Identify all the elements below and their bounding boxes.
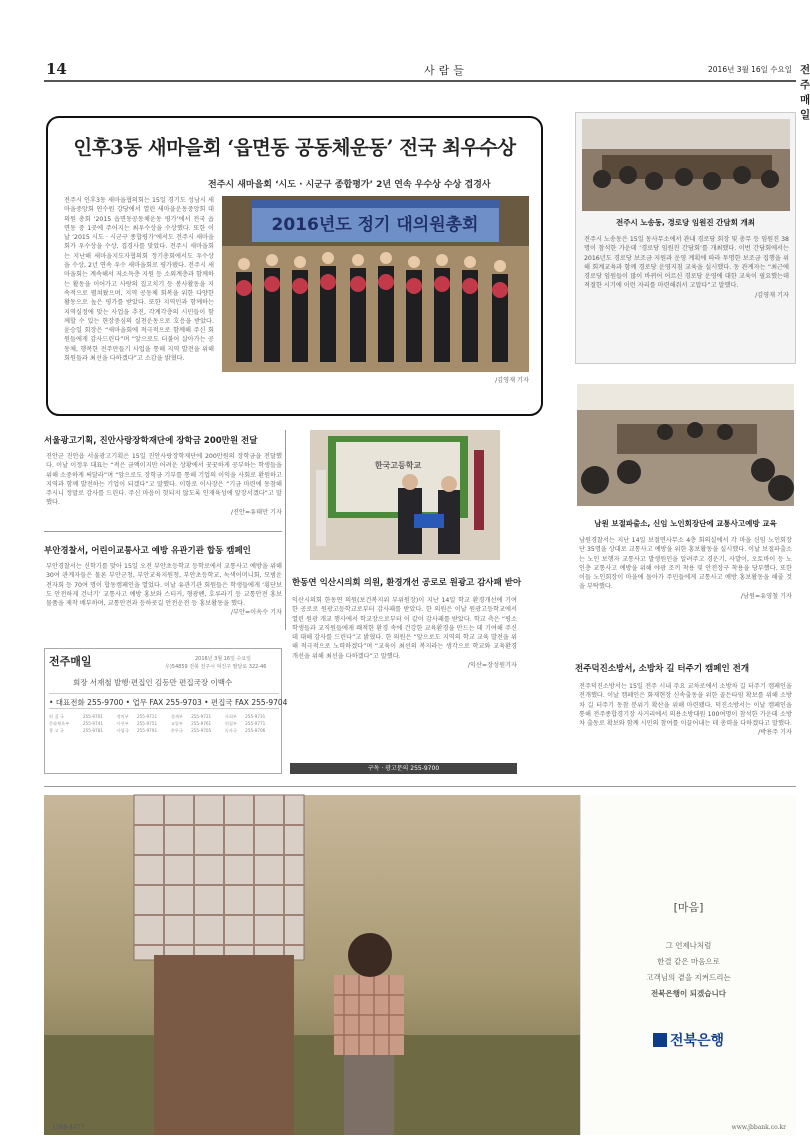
ad-line: 전북은행이 되겠습니다: [650, 989, 727, 998]
story2-body: [46, 562, 282, 640]
issue-date: 2016년 3월 16일 수요일: [708, 65, 793, 74]
masthead-directory-row: [49, 727, 279, 734]
masthead-directory-row: [49, 713, 279, 720]
side-story-namwon: [575, 378, 796, 648]
story1-body: [46, 452, 282, 530]
story-seoul-ad: [44, 434, 282, 530]
page-number: 14: [46, 60, 67, 78]
side3-body: [579, 682, 792, 790]
lead-subtitle: 전주시 새마을회 ‘시도 · 시군구 종합평가’ 2년 연속 우수상 수상 겹경사: [208, 180, 491, 190]
story3-body: [292, 596, 517, 746]
masthead-directory-cell: 사업국: [116, 728, 129, 733]
story1-body-text: 진안군 진안읍 서울광고기획은 15일 진안사랑장학재단에 200만원의 장학금을 전달했다. 이날 이정우 대표는 “적은 금액이지만 어려운 상황에서 꿋꿋하게 공부하는 학생들을 위해 소중하게 써달라”며 “앞으로도 장학금 기부를 통해 기업의 이익을 사회로 환원하고 지역과 함께 발전하는 기업이 되겠다”고 말했다. 이항로 이사장은 “기금 마련에 동참해주시니 정말로 감사를 드린다. 주신 마음이 헛되지 않도록 인재육성에 앞장서겠다”고 말했다.: [46, 453, 282, 507]
masthead-directory-cell: 255-9711: [136, 714, 158, 719]
masthead-directory-cell: 사회부: [224, 714, 237, 719]
lead-photo: [222, 196, 529, 372]
side1-credit: /김영재 기자: [755, 291, 789, 299]
story2-credit: /부안=이옥수 기자: [230, 609, 282, 617]
story2-body-text: 부안경찰서는 신학기를 맞아 15일 오전 부안초등학교 등학로에서 교통사고 예방을 위해 30여 관계자들은 물론 부안군청, 부안교육지원청, 부안초등학교, 녹색어머니회, 모범운전자회 등 70여 명이 합동캠페인을 열었다. 이날 유관기관 회원들은 학생들에게 ‘횡단보도 안전하게 건너기’ 교통사고 예방 홍보와 스티커, 형광펜, 호루라기 등 교통안전 홍보물품을 제작 배부하며, 교통안전과 등하굣길 안전운전 등 홍보활동을 했다.: [46, 563, 282, 608]
page-header: [44, 58, 810, 121]
ad-text-panel: [580, 795, 796, 1135]
ad-photo: [44, 795, 580, 1135]
story-buan-police: [44, 544, 282, 640]
masthead-date: 2016년 3월 16일 수요일: [195, 656, 252, 662]
side3-credit: /박용주 기자: [758, 729, 792, 737]
side-story-noseong: [575, 112, 796, 364]
story3-photo-banner: 한국고등학교: [374, 461, 422, 470]
story2-title: 부안경찰서, 어린이교통사고 예방 유관기관 합동 캠페인: [44, 546, 251, 556]
masthead-directory-cell: 255-9751: [136, 721, 158, 726]
masthead-directory-cell: 독자국: [224, 728, 237, 733]
lead-credit: /김영재 기자: [495, 377, 529, 384]
column-rule: [285, 430, 286, 630]
ad-title: [마음]: [673, 901, 704, 914]
ad-line: 한결 같은 마음으로: [657, 957, 720, 966]
masthead-directory: [49, 713, 279, 734]
lead-story: [46, 116, 543, 416]
masthead-directory-cell: 사진부: [116, 721, 129, 726]
side1-body: [584, 235, 789, 359]
lead-body-tail: [222, 376, 529, 406]
ad-brand: [581, 1030, 796, 1050]
masthead-directory-cell: 광 고 국: [49, 728, 64, 733]
masthead-phones: • 대표전화 255-9700 • 업무 FAX 255-9703 • 편집국 FAX 255-9704: [49, 693, 279, 709]
masthead-directory-cell: 255-9731: [245, 714, 266, 719]
story-iksan: [290, 430, 522, 760]
masthead-directory-cell: 255-9701: [82, 714, 104, 719]
masthead-directory-cell: 255-9705: [191, 728, 212, 733]
masthead-directory-cell: 255-9781: [82, 728, 104, 733]
masthead: [44, 648, 288, 774]
side2-caption: 남원 보절파출소, 신임 노인회장단에 교통사고예방 교육: [594, 519, 777, 528]
masthead-directory-cell: 총무국: [170, 728, 183, 733]
masthead-directory-cell: 경제부: [170, 714, 183, 719]
story1-title: 서울광고기획, 진안사랑장학재단에 장학금 200만원 전달: [44, 436, 258, 446]
ad-brand-name: 전북은행: [669, 1033, 725, 1049]
masthead-directory-cell: 255-9791: [136, 728, 158, 733]
bank-advertisement: [44, 795, 796, 1135]
side2-body-text: 남원경찰서는 지난 14일 보절면사무소 4층 회의실에서 각 마을 신임 노인회장단 35명을 상대로 교통사고 예방을 위한 홍보활동을 실시했다. 이날 보절파출소는 노인 보행자 교통사고 발생원인을 알려주고 경운기, 사발이, 오토바이 등 노인층 교통사고 예방을 위해 야광 조끼 착용 및 안전장구 착용을 당부했다. 또한 이들 노인회장이 마을에 돌아가 주민들에게 교통사고 예방 홍보활동을 해줄 것을 부탁했다.: [579, 537, 792, 591]
row-rule: [44, 531, 282, 532]
masthead-directory-cell: 편집부: [224, 721, 237, 726]
story3-title: 한동연 익산시의회 의원, 환경개선 공로로 원광고 감사패 받아: [292, 578, 522, 588]
side1-photo: [582, 119, 790, 211]
section-name: 사람들: [424, 64, 468, 77]
ad-line: 그 언제나처럼: [665, 941, 712, 950]
side2-body: [579, 536, 792, 642]
masthead-directory-cell: 편 집 국: [49, 714, 64, 719]
lead-body-text: 전주시 인후3동 새마을협의회는 15일 경기도 성남시 새마을중앙회 연수원 강당에서 열린 새마을운동중앙회 대의원 총회 ‘2015 읍면동공동체운동 평가’에서 전국 읍면동 중 1곳에 주어지는 최우수상을 수상했다. 또한 이날 ‘2015 시도 · 시군구 종합평가’에서도 전주시 새마을회가 우수상을 수상, 겹경사를 맞았다. 전주시 새마을회는 지난해 새마을지도자협의회 정기총회에서도 우수상을 수상, 2년 연속 우수 새마을회로 평가됐다. 전주시 새마을회는 계속해서 저소득층 지원 등 소외계층과 함께하는 활동을 이어가고 사랑의 집고치기 등 봉사활동을 지속적으로 펼쳐왔으며, 지역 공동체 회복을 위한 다양한 활동으로 높은 평가를 받았다. 또한 지역민과 함께하는 지역실정에 맞는 사업을 추진, 각계각층의 시민들이 함께할 수 있는 현장중심의 실천운동으로 호응을 받았다. 윤승일 회장은 “새마을회에 적극적으로 함께해 주신 회원들에게 감사드린다”며 “앞으로도 더불어 살아가는 공동체, 행복한 전주만들기 사업을 통해 지역 발전을 위해 회원들과 최선을 다하겠다”고 소감을 밝혔다.: [64, 197, 214, 363]
story3-credit: /익산=장성원기자: [467, 662, 517, 670]
lead-title: 인후3동 새마을회 ‘읍면동 공동체운동’ 전국 최우수상: [73, 136, 516, 159]
side3-body-text: 전주덕진소방서는 15일 전주 시내 주요 교차로에서 소방차 길 터주기 캠페인을 전개했다. 이날 캠페인은 화재현장 신속출동을 위한 골든타임 확보를 위해 소방차 길 터주기 동참 분위기 확산을 위해 마련됐다. 덕진소방서는 이날 캠페인을 통해 전주종합경기장 사거리에서 의용소방대원 100여명이 참석한 가운데 소방차 출동로 확보와 함께 시민의 참여를 이끌어내는 데 총력을 다하겠다고 말했다.: [579, 683, 792, 728]
side3-title: 전주덕진소방서, 소방차 길 터주기 캠페인 전개: [575, 664, 750, 674]
masthead-directory-cell: 문화체육부: [49, 721, 70, 726]
masthead-directory-cell: 정치부: [116, 714, 129, 719]
masthead-directory-cell: 255-9771: [245, 721, 266, 726]
ad-inquiry-bar: 구독 · 광고문의 255-9700: [290, 763, 517, 774]
side1-body-text: 전주시 노송동은 15일 동사무소에서 관내 경로당 회장 및 총무 등 임원진 38명이 참석한 가운데 ‘경로당 임원진 간담회’를 개최했다. 이번 간담회에서는 2016년도 경로당 보조금 지원과 운영 계획에 따라 투명한 보조금 집행을 위해 회계교육과 함께 경로당 운영지침 교육을 실시했다. 동 관계자는 “최근에 경로당 임원들이 많이 바뀌어 어르신 경로당 운영에 대한 교육이 필요했는데 적절한 시기에 이런 자리를 마련해줘서 고맙다”고 말했다.: [584, 236, 789, 290]
masthead-directory-cell: 교열부: [170, 721, 183, 726]
ad-url: www.jbbank.co.kr: [731, 1124, 786, 1131]
story3-body-text: 익산시의회 한동연 의원(보건복지위 부위원장)이 지난 14일 학교 환경개선에 기여한 공로로 원광고등학교로부터 감사패를 받았다. 한 의원은 이날 원광고등학교에서 열린 원광 개교 행사에서 학교장으로부터 이 같이 감사패를 받았다. 학교 측은 “평소 학생들과 교직원들에게 쾌적한 환경 속에 건강한 교육환경을 만드는 데 기여해 주신 데 대해 감사를 드린다”고 밝혔다. 한 의원은 “앞으로도 지역의 학교 교육 발전을 위해 적극적으로 노력하겠다”며 “교육이 최선의 복지라는 생각으로 학교와 교육환경 개선을 위해 최선을 다하겠다”고 말했다.: [292, 597, 517, 660]
masthead-logo: 전주매일: [49, 655, 92, 668]
bank-logo-icon: [653, 1033, 667, 1047]
side1-caption: 전주시 노송동, 경로당 임원진 간담회 개최: [615, 218, 756, 227]
side-story-deokjin: [575, 660, 796, 790]
ad-line: 고객님의 곁을 지켜드리는: [646, 973, 731, 982]
story3-photo: [310, 430, 500, 560]
lead-body: [64, 196, 214, 404]
masthead-directory-row: [49, 720, 279, 727]
masthead-directory-cell: 255-9741: [82, 721, 104, 726]
story1-credit: /진안=유태만 기자: [230, 508, 282, 516]
ad-phone: 1588-4477: [52, 1124, 85, 1131]
masthead-publisher: 회장 서재철 발행·편집인 김동만 편집국장 이백수: [73, 678, 233, 687]
lead-photo-banner: 2016년도 정기 대의원총회: [271, 215, 479, 235]
paper-name: 전주매일: [800, 64, 810, 121]
masthead-directory-cell: 255-9706: [245, 728, 266, 733]
side2-credit: /남원=유영철 기자: [740, 592, 792, 600]
row-rule: [44, 786, 796, 787]
masthead-directory-cell: 255-9761: [191, 721, 212, 726]
masthead-address: 우)54859 전북 전주시 덕진구 팔달로 322-46: [165, 664, 267, 670]
side2-photo: [577, 384, 794, 506]
masthead-directory-cell: 255-9721: [191, 714, 212, 719]
